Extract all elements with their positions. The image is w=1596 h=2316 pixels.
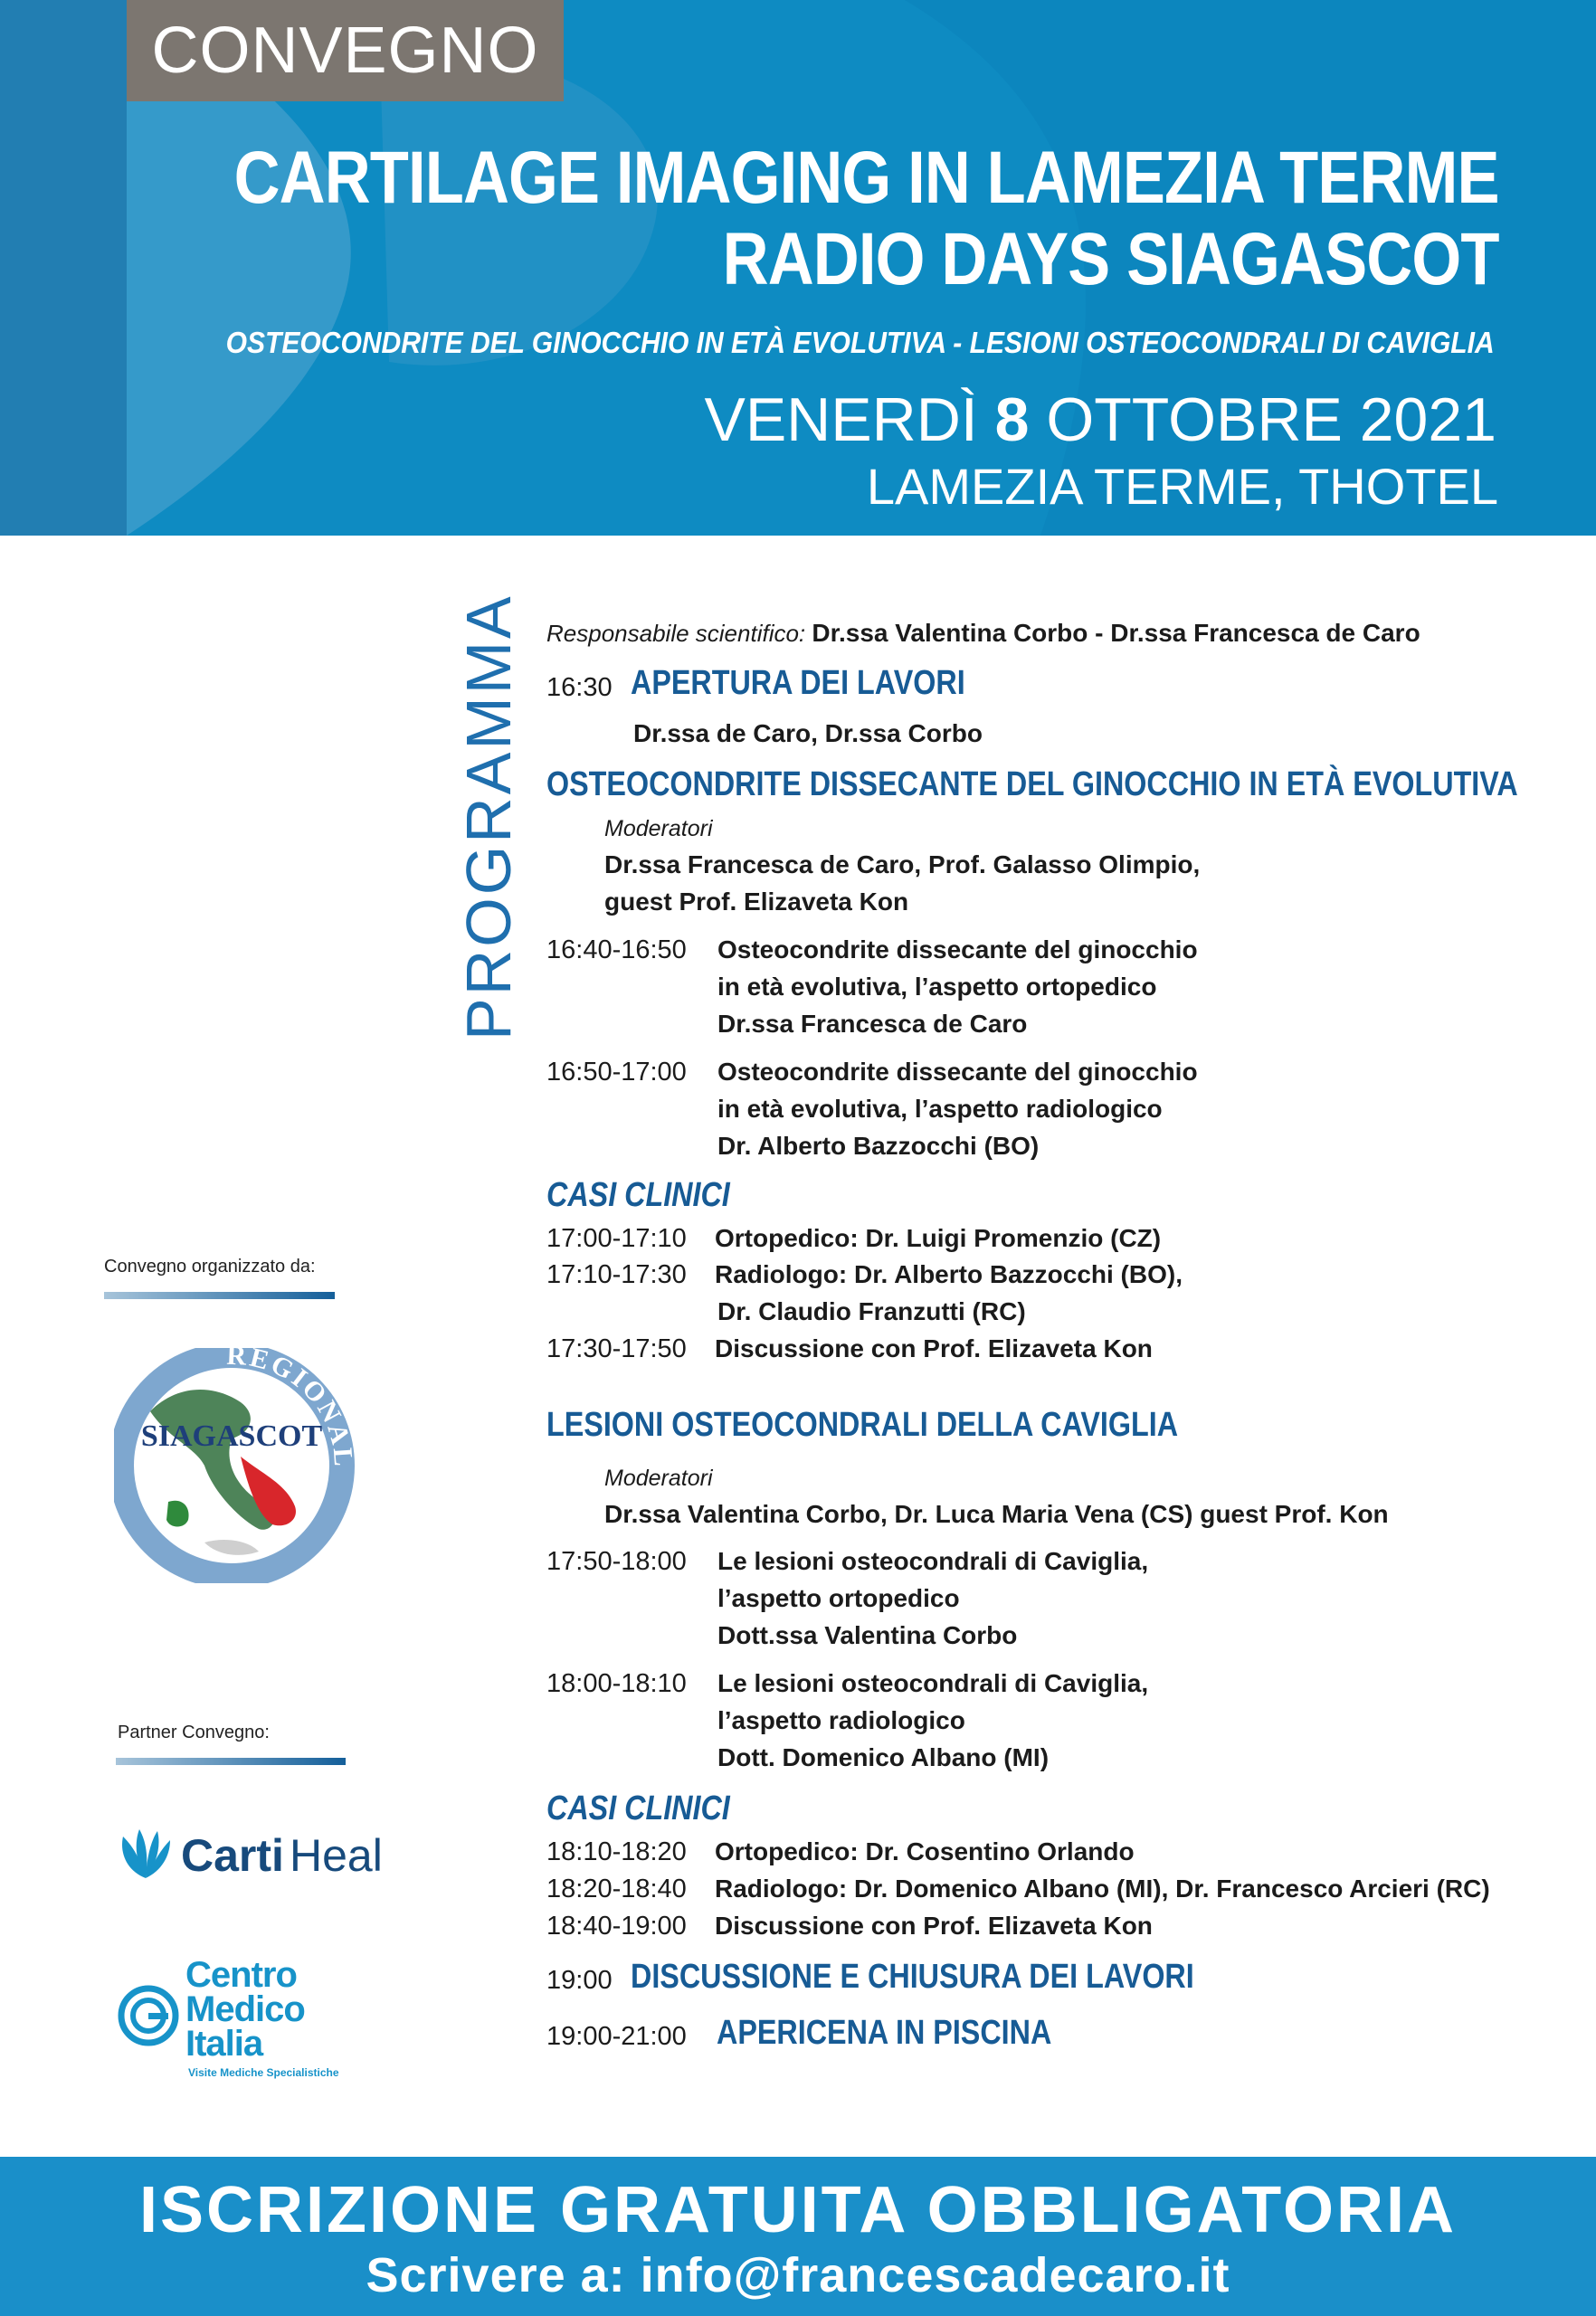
case-text: Radiologo: Dr. Domenico Albano (MI), Dr. Francesco Arcieri (RC) <box>715 1875 1490 1903</box>
cartiheal-word-b: Heal <box>290 1830 383 1881</box>
talk-time: 18:00-18:10 <box>546 1669 687 1698</box>
talk-title-line2: in età evolutiva, l’aspetto ortopedico <box>717 973 1157 1001</box>
talk-speaker: Dr.ssa Francesca de Caro <box>717 1010 1028 1038</box>
case-time: 17:30-17:50 <box>546 1334 687 1363</box>
event-type-tag: CONVEGNO <box>127 0 564 101</box>
siagascot-regional-logo <box>114 1348 358 1583</box>
talk-speaker: Dott.ssa Valentina Corbo <box>717 1621 1018 1649</box>
closing-title: DISCUSSIONE E CHIUSURA DEI LAVORI <box>631 1958 1194 1996</box>
registration-email[interactable]: Scrivere a: info@francescadecaro.it <box>366 2248 1230 2302</box>
resp-names: Dr.ssa Valentina Corbo - Dr.ssa Francesca de Caro <box>812 619 1420 647</box>
talk-time: 16:40-16:50 <box>546 935 687 964</box>
opening-speakers: Dr.ssa de Caro, Dr.ssa Corbo <box>633 719 983 747</box>
case-time: 17:10-17:30 <box>546 1260 687 1289</box>
talk-title-line2: in età evolutiva, l’aspetto radiologico <box>717 1095 1163 1123</box>
centro-line2: Medico <box>185 1989 305 2029</box>
dinner-title: APERICENA IN PISCINA <box>717 2014 1052 2052</box>
talk-speaker: Dr. Alberto Bazzocchi (BO) <box>717 1132 1040 1160</box>
case-time: 18:20-18:40 <box>546 1875 687 1903</box>
date-prefix: VENERDÌ <box>704 385 995 454</box>
section2-moderators-label: Moderatori <box>604 1466 713 1491</box>
case-time: 18:40-19:00 <box>546 1912 687 1941</box>
centro-medico-logo <box>118 1955 353 2093</box>
case-time: 17:00-17:10 <box>546 1224 687 1253</box>
organized-divider <box>104 1292 335 1299</box>
case-text: Discussione con Prof. Elizaveta Kon <box>715 1334 1153 1362</box>
centro-line1: Centro <box>185 1955 297 1995</box>
section2-moderators-line1: Dr.ssa Valentina Corbo, Dr. Luca Maria Vena (CS) guest Prof. Kon <box>604 1500 1389 1528</box>
section1-moderators-label: Moderatori <box>604 816 713 841</box>
dinner-time: 19:00-21:00 <box>546 2022 687 2051</box>
talk-time: 16:50-17:00 <box>546 1058 687 1087</box>
event-date <box>704 384 1496 455</box>
talk-title-line2: l’aspetto ortopedico <box>717 1584 960 1612</box>
section1-title: OSTEOCONDRITE DISSECANTE DEL GINOCCHIO IN ETÀ EVOLUTIVA <box>546 765 1518 803</box>
opening-title: APERTURA DEI LAVORI <box>631 664 965 702</box>
header-banner <box>0 0 1596 536</box>
cartiheal-logo <box>118 1824 398 1887</box>
centro-line3: Italia <box>185 2024 263 2064</box>
section2-cases-title: CASI CLINICI <box>546 1789 730 1827</box>
organized-by-label: Convegno organizzato da: <box>104 1257 316 1277</box>
date-suffix: OTTOBRE 2021 <box>1029 385 1496 454</box>
registration-title: ISCRIZIONE GRATUITA OBBLIGATORIA <box>139 2174 1457 2246</box>
section2-title: LESIONI OSTEOCONDRALI DELLA CAVIGLIA <box>546 1406 1179 1444</box>
event-subtitle: OSTEOCONDRITE DEL GINOCCHIO IN ETÀ EVOLUTIVA - LESIONI OSTEOCONDRALI DI CAVIGLIA <box>225 326 1495 359</box>
logo-ring-text: REGIONAL <box>225 1348 358 1470</box>
talk-title-line2: l’aspetto radiologico <box>717 1706 965 1734</box>
cartiheal-word-a: Carti <box>181 1830 284 1881</box>
case-text: Discussione con Prof. Elizaveta Kon <box>715 1912 1153 1940</box>
resp-label: Responsabile scientifico: <box>546 620 806 647</box>
case-text: Ortopedico: Dr. Cosentino Orlando <box>715 1837 1135 1865</box>
opening-time: 16:30 <box>546 673 613 702</box>
talk-title-line1: Le lesioni osteocondrali di Caviglia, <box>717 1547 1149 1575</box>
title-line-1: CARTILAGE IMAGING IN LAMEZIA TERME <box>233 137 1499 219</box>
talk-title-line1: Osteocondrite dissecante del ginocchio <box>717 1058 1198 1086</box>
closing-time: 19:00 <box>546 1966 613 1995</box>
talk-time: 17:50-18:00 <box>546 1547 687 1576</box>
section1-cases-title: CASI CLINICI <box>546 1176 730 1214</box>
case-time: 18:10-18:20 <box>546 1837 687 1866</box>
registration-footer <box>0 2157 1596 2316</box>
scientific-responsible <box>546 619 1420 648</box>
g-spiral-icon <box>118 1983 179 2048</box>
event-place: LAMEZIA TERME, THOTEL <box>866 458 1498 515</box>
partner-label: Partner Convegno: <box>118 1723 270 1742</box>
programma-vertical-title: PROGRAMMA <box>453 593 524 1040</box>
case-text-continued: Dr. Claudio Franzutti (RC) <box>717 1297 1026 1325</box>
section1-moderators-line1: Dr.ssa Francesca de Caro, Prof. Galasso Olimpio, <box>604 850 1201 878</box>
partner-divider <box>116 1758 346 1765</box>
talk-title-line1: Osteocondrite dissecante del ginocchio <box>717 935 1198 963</box>
date-day: 8 <box>994 385 1030 454</box>
talk-speaker: Dott. Domenico Albano (MI) <box>717 1743 1050 1771</box>
section1-moderators-line2: guest Prof. Elizaveta Kon <box>604 887 909 916</box>
title-line-2: RADIO DAYS SIAGASCOT <box>723 218 1499 300</box>
logo-word: SIAGASCOT <box>140 1419 323 1453</box>
centro-tagline: Visite Mediche Specialistiche <box>188 2066 339 2079</box>
talk-title-line1: Le lesioni osteocondrali di Caviglia, <box>717 1669 1149 1697</box>
shell-icon <box>118 1826 174 1882</box>
case-text: Ortopedico: Dr. Luigi Promenzio (CZ) <box>715 1224 1162 1252</box>
case-text: Radiologo: Dr. Alberto Bazzocchi (BO), <box>715 1260 1183 1288</box>
